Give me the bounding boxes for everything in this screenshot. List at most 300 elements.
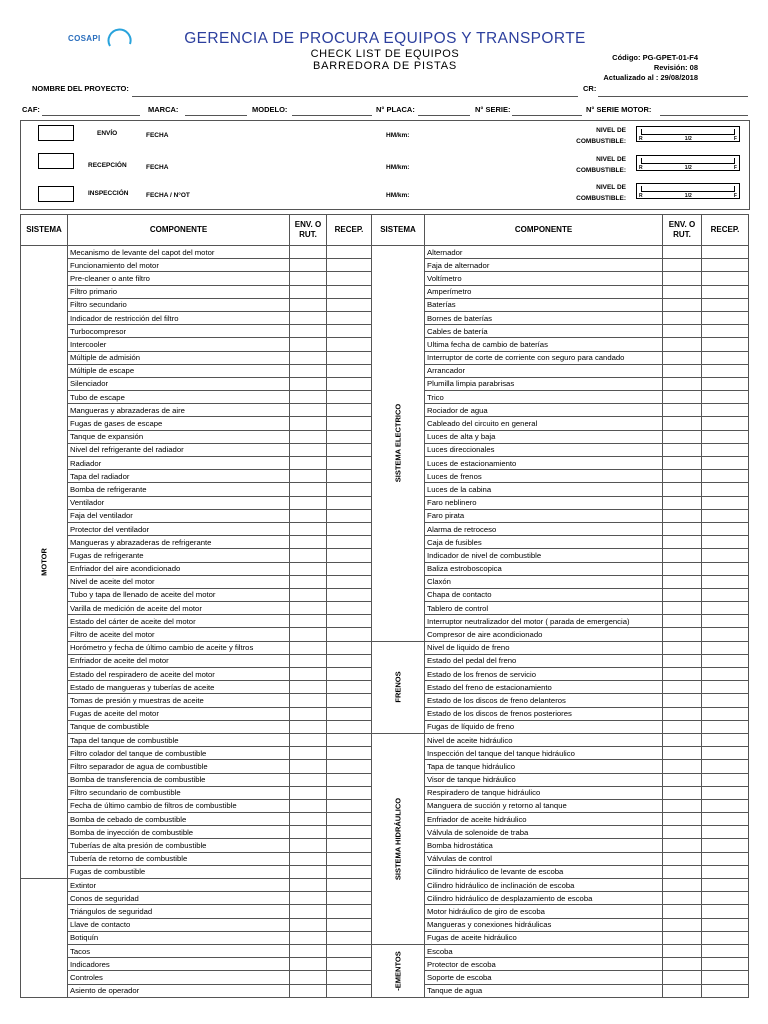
recep-check-cell[interactable] (702, 404, 749, 417)
recep-check-cell[interactable] (327, 285, 372, 298)
table-row (21, 944, 749, 957)
env-check-cell[interactable] (290, 813, 327, 826)
env-check-cell[interactable] (290, 430, 327, 443)
env-check-cell[interactable] (290, 483, 327, 496)
env-check-cell[interactable] (663, 391, 702, 404)
env-check-cell[interactable] (663, 404, 702, 417)
component-name: Luces de frenos (425, 470, 663, 483)
component-name: Voltímetro (425, 272, 663, 285)
recep-check-cell[interactable] (327, 681, 372, 694)
recep-check-cell[interactable] (327, 694, 372, 707)
component-name: Protector de escoba (425, 958, 663, 971)
recep-check-cell[interactable] (702, 958, 749, 971)
inspeccion-checkbox[interactable] (38, 186, 74, 202)
recep-check-cell[interactable] (702, 246, 749, 259)
env-check-cell[interactable] (290, 272, 327, 285)
env-check-cell[interactable] (290, 602, 327, 615)
env-check-cell[interactable] (290, 364, 327, 377)
env-check-cell[interactable] (290, 786, 327, 799)
env-check-cell[interactable] (290, 852, 327, 865)
inspeccion-fecha-label: FECHA / N°OT (146, 192, 190, 199)
recep-check-cell[interactable] (702, 549, 749, 562)
env-check-cell[interactable] (663, 944, 702, 957)
env-check-cell[interactable] (663, 259, 702, 272)
env-check-cell[interactable] (663, 602, 702, 615)
serie-motor-field[interactable] (660, 115, 748, 116)
caf-field[interactable] (42, 115, 140, 116)
marca-label: MARCA: (148, 105, 179, 114)
recep-check-cell[interactable] (327, 259, 372, 272)
env-check-cell[interactable] (290, 773, 327, 786)
env-check-cell[interactable] (290, 720, 327, 733)
recep-check-cell[interactable] (702, 720, 749, 733)
serie-motor-label: N° SERIE MOTOR: (586, 105, 652, 114)
cr-field[interactable] (598, 96, 748, 97)
recep-check-cell[interactable] (702, 733, 749, 746)
recep-check-cell[interactable] (327, 905, 372, 918)
recep-check-cell[interactable] (327, 971, 372, 984)
recepcion-checkbox[interactable] (38, 153, 74, 169)
env-check-cell[interactable] (663, 654, 702, 667)
recep-check-cell[interactable] (702, 905, 749, 918)
recep-check-cell[interactable] (702, 826, 749, 839)
recep-check-cell[interactable] (702, 430, 749, 443)
env-check-cell[interactable] (290, 641, 327, 654)
recepcion-fuel-gauge[interactable] (636, 155, 740, 171)
placa-field[interactable] (418, 115, 470, 116)
component-name: Claxón (425, 575, 663, 588)
component-name: Cilindro hidráulico de desplazamiento de escoba (425, 892, 663, 905)
env-check-cell[interactable] (663, 720, 702, 733)
recep-check-cell[interactable] (702, 668, 749, 681)
project-name-field[interactable] (132, 96, 578, 97)
env-check-cell[interactable] (663, 839, 702, 852)
recep-check-cell[interactable] (327, 984, 372, 997)
recep-check-cell[interactable] (327, 588, 372, 601)
env-check-cell[interactable] (290, 865, 327, 878)
component-name: Baterías (425, 298, 663, 311)
component-name: Bomba de refrigerante (68, 483, 290, 496)
recep-check-cell[interactable] (702, 747, 749, 760)
env-check-cell[interactable] (663, 549, 702, 562)
component-name: Enfriador de aceite hidráulico (425, 813, 663, 826)
recep-check-cell[interactable] (327, 720, 372, 733)
env-check-cell[interactable] (663, 285, 702, 298)
env-check-cell[interactable] (290, 417, 327, 430)
recep-check-cell[interactable] (327, 641, 372, 654)
recep-check-cell[interactable] (702, 654, 749, 667)
env-check-cell[interactable] (663, 457, 702, 470)
env-check-cell[interactable] (290, 259, 327, 272)
env-check-cell[interactable] (290, 496, 327, 509)
env-check-cell[interactable] (290, 311, 327, 324)
env-check-cell[interactable] (663, 522, 702, 535)
env-check-cell[interactable] (663, 760, 702, 773)
recep-check-cell[interactable] (702, 879, 749, 892)
component-name: Conos de seguridad (68, 892, 290, 905)
recep-check-cell[interactable] (702, 470, 749, 483)
env-check-cell[interactable] (663, 641, 702, 654)
env-check-cell[interactable] (290, 892, 327, 905)
recep-check-cell[interactable] (702, 839, 749, 852)
recep-check-cell[interactable] (702, 786, 749, 799)
recep-check-cell[interactable] (327, 325, 372, 338)
recep-check-cell[interactable] (702, 364, 749, 377)
recep-check-cell[interactable] (327, 575, 372, 588)
recep-check-cell[interactable] (327, 852, 372, 865)
env-check-cell[interactable] (663, 575, 702, 588)
recepcion-combustible-label: COMBUSTIBLE: (576, 167, 626, 174)
component-name: Compresor de aire acondicionado (425, 628, 663, 641)
document-updated: Actualizado al : 29/08/2018 (603, 73, 698, 82)
env-check-cell[interactable] (663, 588, 702, 601)
marca-field[interactable] (185, 115, 247, 116)
inspeccion-hm-label: HM/km: (386, 192, 410, 199)
recep-check-cell[interactable] (702, 602, 749, 615)
env-check-cell[interactable] (290, 879, 327, 892)
env-check-cell[interactable] (663, 958, 702, 971)
recep-check-cell[interactable] (327, 773, 372, 786)
component-name: Indicador de nivel de combustible (425, 549, 663, 562)
recep-check-cell[interactable] (702, 971, 749, 984)
modelo-field[interactable] (292, 115, 372, 116)
env-check-cell[interactable] (663, 364, 702, 377)
component-name: Tomas de presión y muestras de aceite (68, 694, 290, 707)
recep-check-cell[interactable] (327, 298, 372, 311)
recep-check-cell[interactable] (702, 628, 749, 641)
recep-check-cell[interactable] (702, 931, 749, 944)
recep-check-cell[interactable] (327, 707, 372, 720)
env-check-cell[interactable] (290, 285, 327, 298)
env-check-cell[interactable] (663, 509, 702, 522)
recep-check-cell[interactable] (702, 562, 749, 575)
env-check-cell[interactable] (663, 852, 702, 865)
env-check-cell[interactable] (663, 984, 702, 997)
recep-check-cell[interactable] (702, 311, 749, 324)
env-check-cell[interactable] (663, 496, 702, 509)
recep-check-cell[interactable] (702, 285, 749, 298)
component-name: Faja del ventilador (68, 509, 290, 522)
env-check-cell[interactable] (290, 298, 327, 311)
env-check-cell[interactable] (290, 588, 327, 601)
recep-check-cell[interactable] (702, 298, 749, 311)
env-check-cell[interactable] (290, 944, 327, 957)
recep-check-cell[interactable] (702, 417, 749, 430)
recep-check-cell[interactable] (702, 760, 749, 773)
env-check-cell[interactable] (290, 905, 327, 918)
component-name: Mangueras y conexiones hidráulicas (425, 918, 663, 931)
recep-check-cell[interactable] (327, 430, 372, 443)
recep-check-cell[interactable] (327, 483, 372, 496)
recep-check-cell[interactable] (327, 668, 372, 681)
component-name: Múltiple de admisión (68, 351, 290, 364)
env-check-cell[interactable] (663, 615, 702, 628)
col-componente-left: COMPONENTE (68, 215, 290, 246)
component-name: Nivel del refrigerante del radiador (68, 443, 290, 456)
recep-check-cell[interactable] (702, 944, 749, 957)
recep-check-cell[interactable] (702, 272, 749, 285)
env-check-cell[interactable] (290, 536, 327, 549)
recep-check-cell[interactable] (327, 272, 372, 285)
component-name: Mangueras y abrazaderas de aire (68, 404, 290, 417)
recepcion-fecha-label: FECHA (146, 164, 169, 171)
recep-check-cell[interactable] (327, 944, 372, 957)
env-check-cell[interactable] (290, 681, 327, 694)
component-name: Bomba de inyección de combustible (68, 826, 290, 839)
component-name: Bomba de transferencia de combustible (68, 773, 290, 786)
env-check-cell[interactable] (663, 338, 702, 351)
env-check-cell[interactable] (663, 311, 702, 324)
recep-check-cell[interactable] (702, 259, 749, 272)
env-check-cell[interactable] (290, 549, 327, 562)
recep-check-cell[interactable] (702, 813, 749, 826)
env-check-cell[interactable] (290, 562, 327, 575)
component-name: Escoba (425, 944, 663, 957)
recep-check-cell[interactable] (327, 733, 372, 746)
env-check-cell[interactable] (663, 971, 702, 984)
env-check-cell[interactable] (663, 298, 702, 311)
recep-check-cell[interactable] (702, 391, 749, 404)
document-title: GERENCIA DE PROCURA EQUIPOS Y TRANSPORTE (184, 30, 586, 47)
recep-check-cell[interactable] (702, 522, 749, 535)
env-check-cell[interactable] (290, 509, 327, 522)
recep-check-cell[interactable] (702, 892, 749, 905)
recep-check-cell[interactable] (327, 522, 372, 535)
recep-check-cell[interactable] (702, 865, 749, 878)
env-check-cell[interactable] (663, 272, 702, 285)
component-name: Pre-cleaner o ante filtro (68, 272, 290, 285)
recep-check-cell[interactable] (327, 826, 372, 839)
envio-checkbox[interactable] (38, 125, 74, 141)
component-name: Estado del respiradero de aceite del motor (68, 668, 290, 681)
component-name: Asiento de operador (68, 984, 290, 997)
component-name: Chapa de contacto (425, 588, 663, 601)
recep-check-cell[interactable] (327, 377, 372, 390)
recep-check-cell[interactable] (327, 654, 372, 667)
system-label-cell (372, 944, 425, 997)
env-check-cell[interactable] (663, 826, 702, 839)
env-check-cell[interactable] (663, 351, 702, 364)
component-name: Plumilla limpia parabrisas (425, 377, 663, 390)
env-check-cell[interactable] (290, 668, 327, 681)
env-check-cell[interactable] (290, 470, 327, 483)
env-check-cell[interactable] (663, 799, 702, 812)
recep-check-cell[interactable] (327, 879, 372, 892)
env-check-cell[interactable] (290, 733, 327, 746)
recep-check-cell[interactable] (327, 931, 372, 944)
component-name: Estado de los discos de frenos posteriores (425, 707, 663, 720)
recep-check-cell[interactable] (327, 562, 372, 575)
env-check-cell[interactable] (290, 654, 327, 667)
recep-check-cell[interactable] (702, 509, 749, 522)
env-check-cell[interactable] (663, 747, 702, 760)
env-check-cell[interactable] (290, 760, 327, 773)
recep-check-cell[interactable] (702, 377, 749, 390)
env-check-cell[interactable] (663, 417, 702, 430)
recep-check-cell[interactable] (702, 918, 749, 931)
env-check-cell[interactable] (290, 404, 327, 417)
component-name: Filtro colador del tanque de combustible (68, 747, 290, 760)
env-check-cell[interactable] (290, 984, 327, 997)
recep-check-cell[interactable] (327, 496, 372, 509)
env-check-cell[interactable] (290, 971, 327, 984)
recep-check-cell[interactable] (327, 549, 372, 562)
env-check-cell[interactable] (290, 799, 327, 812)
recep-check-cell[interactable] (702, 641, 749, 654)
env-check-cell[interactable] (290, 918, 327, 931)
env-check-cell[interactable] (290, 839, 327, 852)
env-check-cell[interactable] (663, 931, 702, 944)
env-check-cell[interactable] (290, 457, 327, 470)
env-check-cell[interactable] (663, 905, 702, 918)
env-check-cell[interactable] (290, 522, 327, 535)
recep-check-cell[interactable] (702, 325, 749, 338)
component-name: Bomba hidrostática (425, 839, 663, 852)
env-check-cell[interactable] (290, 575, 327, 588)
recep-check-cell[interactable] (327, 364, 372, 377)
recep-check-cell[interactable] (327, 918, 372, 931)
env-check-cell[interactable] (290, 958, 327, 971)
recep-check-cell[interactable] (327, 760, 372, 773)
recep-check-cell[interactable] (327, 351, 372, 364)
recep-check-cell[interactable] (327, 246, 372, 259)
component-name: Fugas de líquido de freno (425, 720, 663, 733)
env-check-cell[interactable] (290, 351, 327, 364)
recep-check-cell[interactable] (327, 615, 372, 628)
env-check-cell[interactable] (663, 483, 702, 496)
table-row (21, 733, 749, 746)
fuel-f-label: F (733, 136, 737, 142)
env-check-cell[interactable] (290, 615, 327, 628)
recep-check-cell[interactable] (702, 496, 749, 509)
system-label: SISTEMA ELECTRICO (393, 404, 403, 483)
env-check-cell[interactable] (290, 628, 327, 641)
recep-check-cell[interactable] (702, 351, 749, 364)
recep-check-cell[interactable] (327, 404, 372, 417)
env-check-cell[interactable] (663, 246, 702, 259)
env-check-cell[interactable] (663, 865, 702, 878)
env-check-cell[interactable] (663, 733, 702, 746)
env-check-cell[interactable] (290, 325, 327, 338)
component-name: Tapa de tanque hidráulico (425, 760, 663, 773)
recep-check-cell[interactable] (702, 536, 749, 549)
recep-check-cell[interactable] (702, 681, 749, 694)
env-check-cell[interactable] (663, 430, 702, 443)
recep-check-cell[interactable] (327, 813, 372, 826)
component-name: Silenciador (68, 377, 290, 390)
recep-check-cell[interactable] (327, 628, 372, 641)
component-name: Caja de fusibles (425, 536, 663, 549)
recep-check-cell[interactable] (702, 457, 749, 470)
recep-check-cell[interactable] (327, 839, 372, 852)
recep-check-cell[interactable] (327, 892, 372, 905)
env-check-cell[interactable] (290, 377, 327, 390)
envio-nivel-label: NIVEL DE (596, 127, 626, 134)
recep-check-cell[interactable] (327, 799, 372, 812)
recep-check-cell[interactable] (327, 509, 372, 522)
recep-check-cell[interactable] (702, 773, 749, 786)
env-check-cell[interactable] (290, 747, 327, 760)
component-name: Cableado del circuito en general (425, 417, 663, 430)
component-name: Tubería de retorno de combustible (68, 852, 290, 865)
env-check-cell[interactable] (663, 470, 702, 483)
recep-check-cell[interactable] (702, 707, 749, 720)
recep-check-cell[interactable] (327, 958, 372, 971)
envio-fuel-gauge[interactable] (636, 126, 740, 142)
recep-check-cell[interactable] (327, 865, 372, 878)
env-check-cell[interactable] (290, 694, 327, 707)
env-check-cell[interactable] (290, 826, 327, 839)
recep-check-cell[interactable] (702, 852, 749, 865)
recep-check-cell[interactable] (327, 536, 372, 549)
env-check-cell[interactable] (663, 786, 702, 799)
env-check-cell[interactable] (290, 931, 327, 944)
env-check-cell[interactable] (663, 325, 702, 338)
component-name: Trico (425, 391, 663, 404)
env-check-cell[interactable] (663, 668, 702, 681)
env-check-cell[interactable] (663, 694, 702, 707)
env-check-cell[interactable] (290, 391, 327, 404)
recep-check-cell[interactable] (702, 694, 749, 707)
env-check-cell[interactable] (663, 628, 702, 641)
recep-check-cell[interactable] (327, 417, 372, 430)
recep-check-cell[interactable] (702, 615, 749, 628)
env-check-cell[interactable] (290, 338, 327, 351)
col-recep-right: RECEP. (702, 215, 749, 246)
recep-check-cell[interactable] (327, 747, 372, 760)
env-check-cell[interactable] (663, 681, 702, 694)
serie-field[interactable] (512, 115, 582, 116)
component-name: Fugas de gases de escape (68, 417, 290, 430)
env-check-cell[interactable] (663, 707, 702, 720)
recep-check-cell[interactable] (327, 470, 372, 483)
inspeccion-label: INSPECCIÓN (88, 190, 129, 197)
env-check-cell[interactable] (663, 813, 702, 826)
recep-check-cell[interactable] (327, 457, 372, 470)
component-name: Estado de mangueras y tuberías de aceite (68, 681, 290, 694)
recep-check-cell[interactable] (327, 338, 372, 351)
recep-check-cell[interactable] (702, 799, 749, 812)
env-check-cell[interactable] (663, 443, 702, 456)
recep-check-cell[interactable] (327, 602, 372, 615)
recep-check-cell[interactable] (702, 588, 749, 601)
component-name: Mangueras y abrazaderas de refrigerante (68, 536, 290, 549)
env-check-cell[interactable] (663, 773, 702, 786)
env-check-cell[interactable] (663, 918, 702, 931)
recep-check-cell[interactable] (702, 338, 749, 351)
recep-check-cell[interactable] (702, 483, 749, 496)
env-check-cell[interactable] (663, 879, 702, 892)
env-check-cell[interactable] (663, 536, 702, 549)
recep-check-cell[interactable] (702, 984, 749, 997)
env-check-cell[interactable] (290, 246, 327, 259)
env-check-cell[interactable] (290, 707, 327, 720)
recep-check-cell[interactable] (327, 311, 372, 324)
inspeccion-fuel-gauge[interactable] (636, 183, 740, 199)
component-name: Funcionamiento del motor (68, 259, 290, 272)
recep-check-cell[interactable] (327, 443, 372, 456)
component-name: Luces de alta y baja (425, 430, 663, 443)
recep-check-cell[interactable] (702, 443, 749, 456)
env-check-cell[interactable] (663, 377, 702, 390)
recep-check-cell[interactable] (327, 786, 372, 799)
env-check-cell[interactable] (663, 562, 702, 575)
env-check-cell[interactable] (290, 443, 327, 456)
recep-check-cell[interactable] (327, 391, 372, 404)
col-env-right: ENV. O RUT. (663, 215, 702, 246)
recep-check-cell[interactable] (702, 575, 749, 588)
env-check-cell[interactable] (663, 892, 702, 905)
